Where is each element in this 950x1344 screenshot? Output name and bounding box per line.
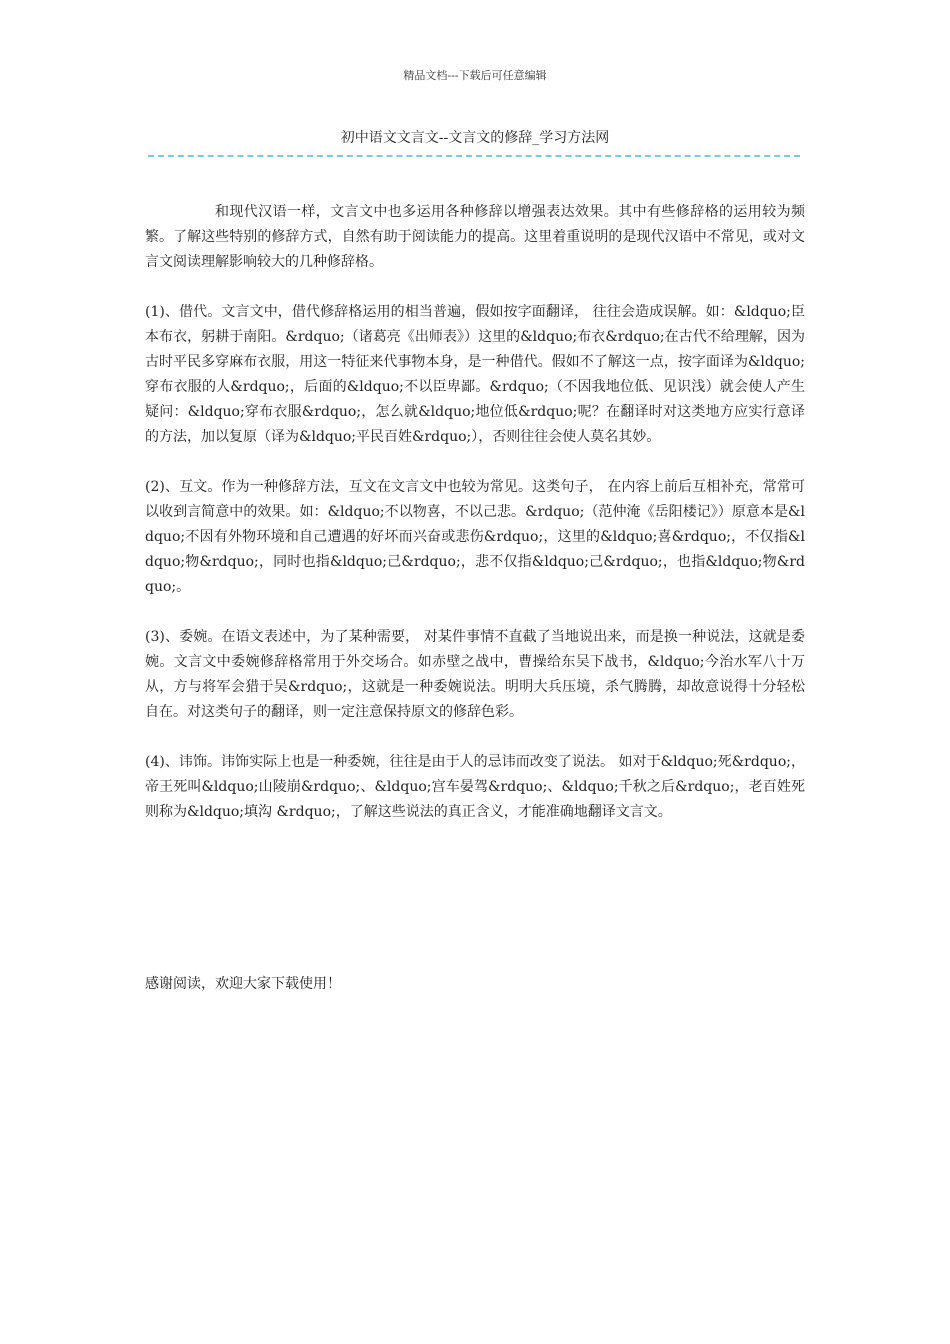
paragraph-taboo: (4)、讳饰。讳饰实际上也是一种委婉，往往是由于人的忌讳而改变了说法。 如对于&ldquo;死&rdquo;，帝王死叫&ldquo;山陵崩&rdquo;、&ldquo;宫车晏驾&rdquo;、&ldquo;千秋之后&rdquo;，老百姓死则称为&ldquo;填沟 &rdquo;，了解这些说法的真正含义，才能准确地翻译文言文。 <box>145 754 805 820</box>
header-note: 精品文档---下载后可任意编辑 <box>403 69 547 82</box>
closing-note: 感谢阅读，欢迎大家下载使用！ <box>145 976 341 992</box>
document-body <box>145 200 805 850</box>
paragraph-euphemism: (3)、委婉。在语文表述中，为了某种需要， 对某件事情不直截了当地说出来，而是换一种说法，这就是委婉。文言文中委婉修辞格常用于外交场合。如赤壁之战中，曹操给东吴下战书，&ldquo;今治水军八十万从，方与将军会猎于吴&rdquo;，这就是一种委婉说法。明明大兵压境，杀气腾腾，却故意说得十分轻松自在。对这类句子的翻译，则一定注意保持原文的修辞色彩。 <box>145 629 805 720</box>
paragraph-metonymy: (1)、借代。文言文中，借代修辞格运用的相当普遍，假如按字面翻译， 往往会造成误解。如：&ldquo;臣本布衣，躬耕于南阳。&rdquo;（诸葛亮《出师表》）这里的&ldquo;布衣&rdquo;在古代不给理解，因为古时平民多穿麻布衣服，用这一特征来代事物本身，是一种借代。假如不了解这一点，按字面译为&ldquo;穿布衣服的人&rdquo;，后面的&ldquo;不以臣卑鄙。&rdquo;（不因我地位低、见识浅）就会使人产生疑问：&ldquo;穿布衣服&rdquo;，怎么就&ldquo;地位低&rdquo;呢？在翻译时对这类地方应实行意译的方法，加以复原（译为&ldquo;平民百姓&rdquo;），否则往往会使人莫名其妙。 <box>145 304 805 445</box>
paragraph-intro: 和现代汉语一样，文言文中也多运用各种修辞以增强表达效果。其中有些修辞格的运用较为频繁。了解这些特别的修辞方式，自然有助于阅读能力的提高。这里着重说明的是现代汉语中不常见，或对文言文阅读理解影响较大的几种修辞格。 <box>145 204 805 270</box>
title-divider <box>148 155 800 157</box>
document-title: 初中语文文言文--文言文的修辞_学习方法网 <box>340 130 610 146</box>
paragraph-intertextuality: (2)、互文。作为一种修辞方法，互文在文言文中也较为常见。这类句子， 在内容上前后互相补充，常常可以收到言简意中的效果。如：&ldquo;不以物喜，不以己悲。&rdquo;（范仲淹《岳阳楼记》）原意本是&ldquo;不因有外物环境和自己遭遇的好坏而兴奋或悲伤&rdquo;，这里的&ldquo;喜&rdquo;，不仅指&ldquo;物&rdquo;，同时也指&ldquo;己&rdquo;，悲不仅指&ldquo;己&rdquo;，也指&ldquo;物&rdquo;。 <box>145 479 805 595</box>
